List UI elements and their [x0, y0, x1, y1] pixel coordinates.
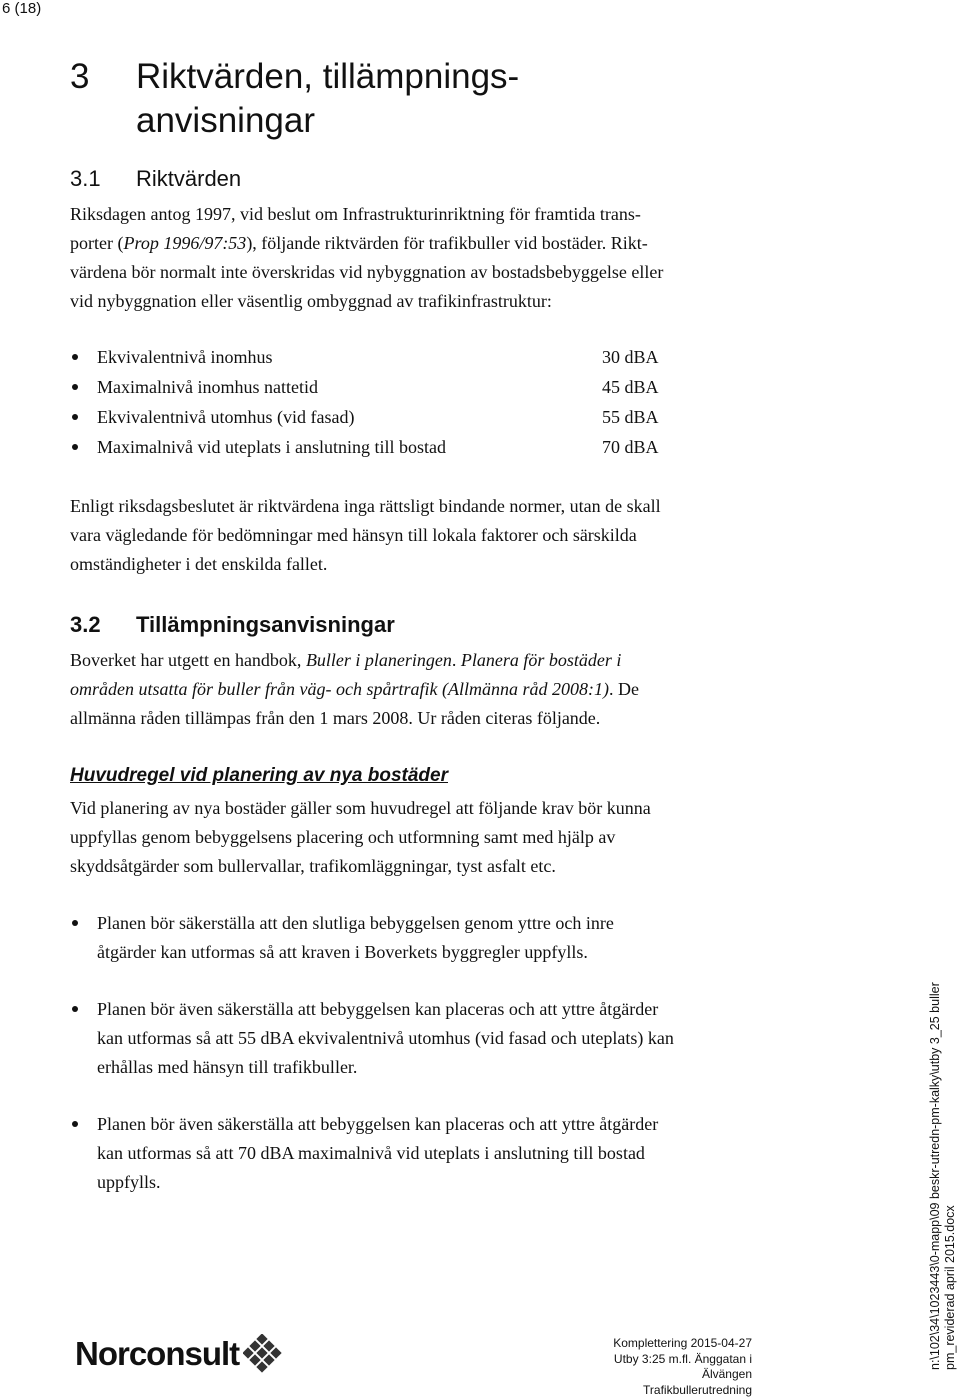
handbook-title: Buller i planeringen: [306, 650, 452, 670]
level-value: 55 dBA: [602, 407, 659, 428]
section-number: 3.2: [70, 612, 101, 638]
text-line: Enligt riksdagsbeslutet är riktvärdena inga rättsligt bindande normer, utan de skall: [70, 492, 790, 521]
text-line: kan utformas så att 55 dBA ekvivalentnivå utomhus (vid fasad och uteplats) kan: [97, 1024, 770, 1053]
level-label: Maximalnivå vid uteplats i anslutning till bostad: [97, 437, 602, 458]
file-path-line: n:\102\34\1023443\0-mapp\09 beskr-utredn-pm-kalky\utby 3_25 buller: [928, 982, 943, 1370]
text-line: värdena bör normalt inte överskridas vid nybyggnation av bostadsbebyggelse eller: [70, 258, 790, 287]
text-line: Vid planering av nya bostäder gäller som huvudregel att följande krav bör kunna: [70, 794, 790, 823]
riksdag-paragraph: [70, 492, 790, 579]
bullet-icon: [72, 414, 78, 420]
text-line: Planen bör även säkerställa att bebyggelsen kan placeras och att yttre åtgärder: [97, 1110, 770, 1139]
text-span: . De: [609, 679, 639, 699]
bullet-icon: [72, 920, 78, 926]
text-line: skyddsåtgärder som bullervallar, trafikomläggningar, tyst asfalt etc.: [70, 852, 790, 881]
bullet-icon: [72, 384, 78, 390]
guidance-title: områden utsatta för buller från väg- och spårtrafik (Allmänna råd 2008:1): [70, 679, 609, 699]
level-value: 70 dBA: [602, 437, 659, 458]
bullet-icon: [72, 1006, 78, 1012]
chapter-title-line2: anvisningar: [136, 99, 519, 143]
list-item: [70, 1110, 770, 1197]
section-title: Riktvärden: [136, 166, 241, 192]
text-line: erhållas med hänsyn till trafikbuller.: [97, 1053, 770, 1082]
footer-line: Utby 3:25 m.fl. Änggatan i Älvängen: [566, 1352, 752, 1383]
text-line: åtgärder kan utformas så att kraven i Boverkets byggregler uppfylls.: [97, 938, 770, 967]
text-span: Boverket har utgett en handbok,: [70, 650, 306, 670]
file-path: [928, 982, 958, 1370]
list-item: [70, 995, 770, 1082]
level-label: Ekvivalentnivå inomhus: [97, 347, 602, 368]
file-path-line: pm_reviderad april 2015.docx: [943, 982, 958, 1370]
bullet-icon: [72, 444, 78, 450]
text-line: [70, 646, 790, 675]
page-number: 6 (18): [2, 0, 41, 17]
bullet-text: [97, 909, 770, 967]
text-line: uppfylls.: [97, 1168, 770, 1197]
text-line: Riksdagen antog 1997, vid beslut om Infrastrukturinriktning för framtida trans-: [70, 200, 790, 229]
text-line: vara vägledande för bedömningar med hänsyn till lokala faktorer och särskilda: [70, 521, 790, 550]
chapter-title-line1: Riktvärden, tillämpnings-: [136, 55, 519, 99]
bullet-text: [97, 1110, 770, 1197]
list-item: [70, 372, 670, 402]
norconsult-diamond-logo-icon: [243, 1334, 283, 1374]
level-label: Ekvivalentnivå utomhus (vid fasad): [97, 407, 602, 428]
level-value: 45 dBA: [602, 377, 659, 398]
chapter-number: 3: [70, 55, 89, 99]
text-line: allmänna råden tillämpas från den 1 mars 2008. Ur råden citeras följande.: [70, 704, 790, 733]
section-number: 3.1: [70, 166, 101, 192]
list-item: [70, 432, 670, 462]
main-rule-paragraph: [70, 794, 790, 881]
chapter-title: [136, 55, 519, 143]
company-logo: [75, 1334, 283, 1374]
boverket-paragraph: [70, 646, 790, 733]
footer-line: Komplettering 2015-04-27: [566, 1336, 752, 1352]
text-line: [70, 675, 790, 704]
intro-paragraph: [70, 200, 790, 316]
guidance-title: Planera för bostäder i: [461, 650, 622, 670]
text-span: ), följande riktvärden för trafikbuller vid bostäder. Rikt-: [246, 233, 647, 253]
logo-text: Norconsult: [75, 1335, 239, 1373]
list-item: [70, 402, 670, 432]
main-rule-heading: Huvudregel vid planering av nya bostäder: [70, 765, 448, 787]
text-line: Planen bör säkerställa att den slutliga bebyggelsen genom yttre och inre: [97, 909, 770, 938]
text-line: Planen bör även säkerställa att bebyggelsen kan placeras och att yttre åtgärder: [97, 995, 770, 1024]
level-value: 30 dBA: [602, 347, 659, 368]
guideline-values-list: [70, 342, 670, 462]
section-title: Tillämpningsanvisningar: [136, 612, 395, 638]
bullet-text: [97, 995, 770, 1082]
list-item: [70, 909, 770, 967]
level-label: Maximalnivå inomhus nattetid: [97, 377, 602, 398]
footer-line: Trafikbullerutredning: [566, 1383, 752, 1398]
text-span: porter (: [70, 233, 123, 253]
prop-reference: Prop 1996/97:53: [123, 233, 246, 253]
text-line: kan utformas så att 70 dBA maximalnivå vid uteplats i anslutning till bostad: [97, 1139, 770, 1168]
bullet-icon: [72, 1121, 78, 1127]
text-line: uppfyllas genom bebyggelsens placering och utformning samt med hjälp av: [70, 823, 790, 852]
text-line: [70, 229, 790, 258]
text-line: omständigheter i det enskilda fallet.: [70, 550, 790, 579]
text-span: .: [452, 650, 461, 670]
text-line: vid nybyggnation eller väsentlig ombyggnad av trafikinfrastruktur:: [70, 287, 790, 316]
bullet-icon: [72, 354, 78, 360]
document-footer: [566, 1336, 752, 1398]
list-item: [70, 342, 670, 372]
